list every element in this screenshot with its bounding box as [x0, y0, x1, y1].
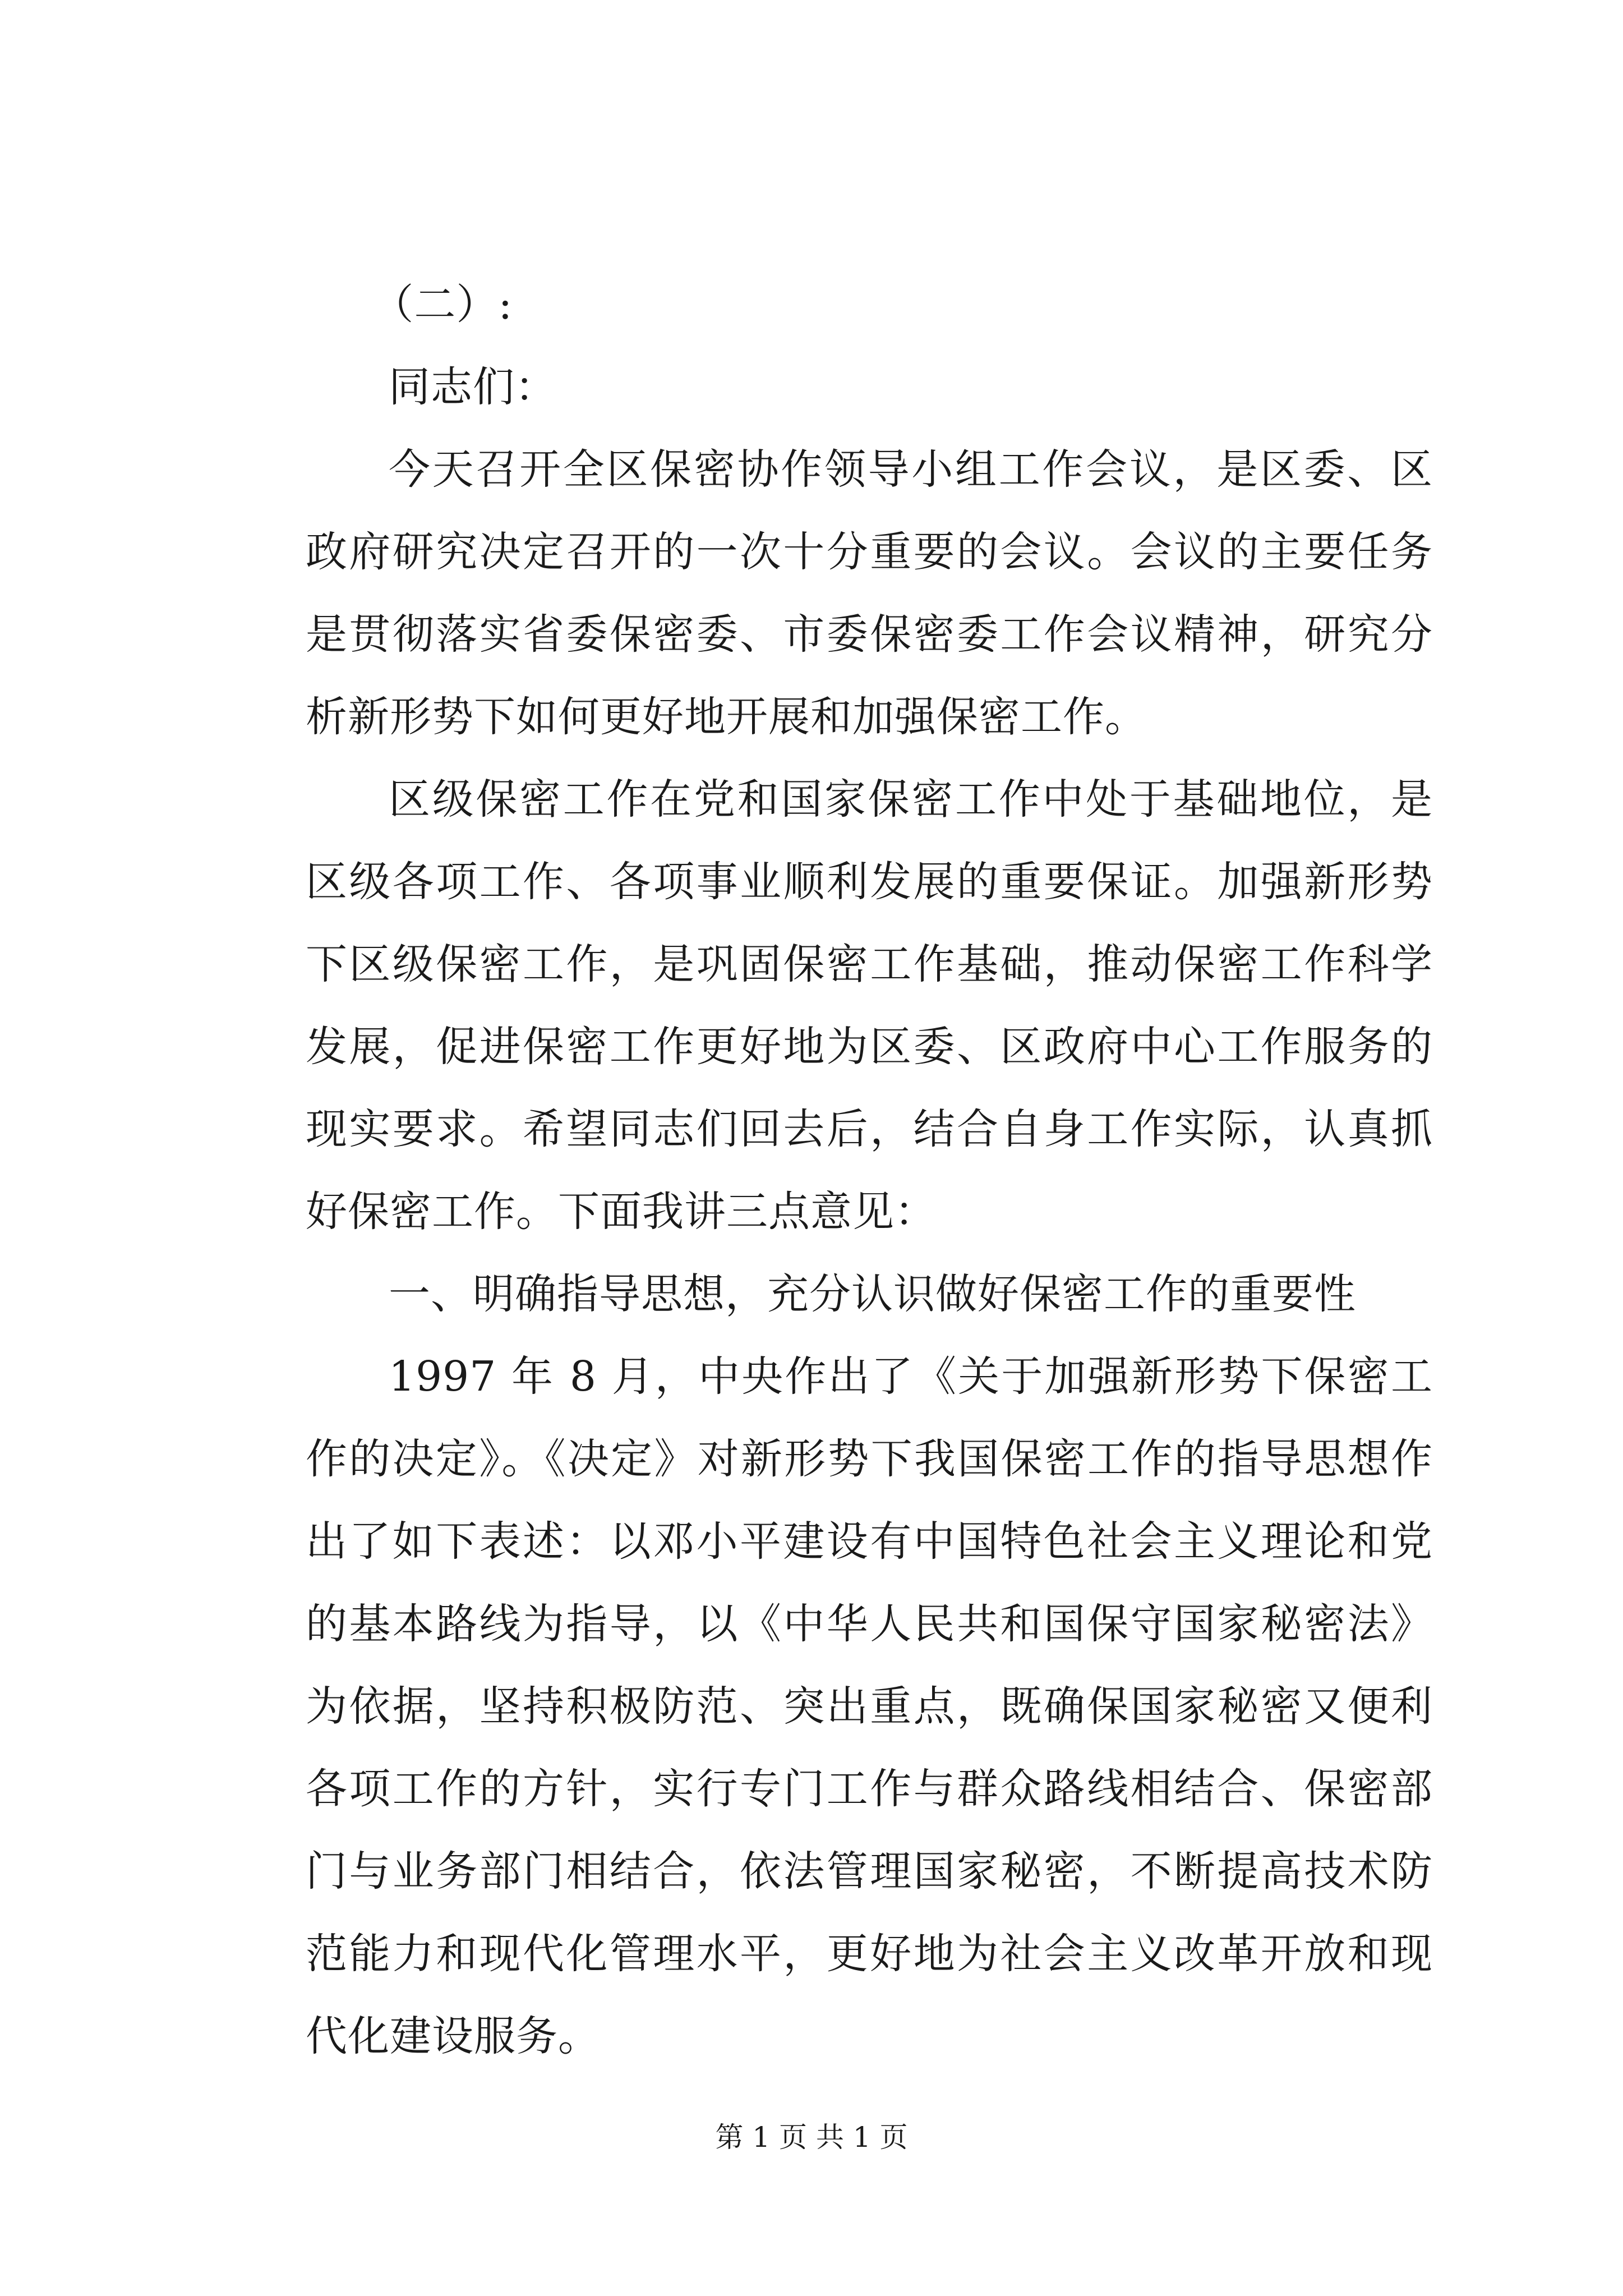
- page-footer: 第 1 页 共 1 页: [715, 2121, 908, 2154]
- salutation: 同志们：: [389, 363, 557, 411]
- paragraph-intro: 今天召开全区保密协作领导小组工作会议，是区委、区政府研究决定召开的一次十分重要的会议。会议的主要任务是贯彻落实省委保密委、市委保密委工作会议精神，研究分析新形势下如何更好地开展和加强保密工作。: [306, 445, 1433, 741]
- section-heading-1: 一、明确指导思想，充分认识做好保密工作的重要性: [389, 1270, 1356, 1318]
- document-body: [306, 264, 1433, 2078]
- paragraph-decision: 1997 年 8 月，中央作出了《关于加强新形势下保密工作的决定》。《决定》对新形势下我国保密工作的指导思想作出了如下表述：以邓小平建设有中国特色社会主义理论和党的基本路线为指导，以《中华人民共和国保守国家秘密法》为依据，坚持积极防范、突出重点，既确保国家秘密又便利各项工作的方针，实行专门工作与群众路线相结合、保密部门与业务部门相结合，依法管理国家秘密，不断提高技术防范能力和现代化管理水平，更好地为社会主义改革开放和现代化建设服务。: [306, 1352, 1433, 2060]
- section-label: （二）:: [372, 280, 513, 329]
- paragraph-importance: 区级保密工作在党和国家保密工作中处于基础地位，是区级各项工作、各项事业顺利发展的重要保证。加强新形势下区级保密工作，是巩固保密工作基础，推动保密工作科学发展，促进保密工作更好地为区委、区政府中心工作服务的现实要求。希望同志们回去后，结合自身工作实际，认真抓好保密工作。下面我讲三点意见：: [306, 775, 1433, 1236]
